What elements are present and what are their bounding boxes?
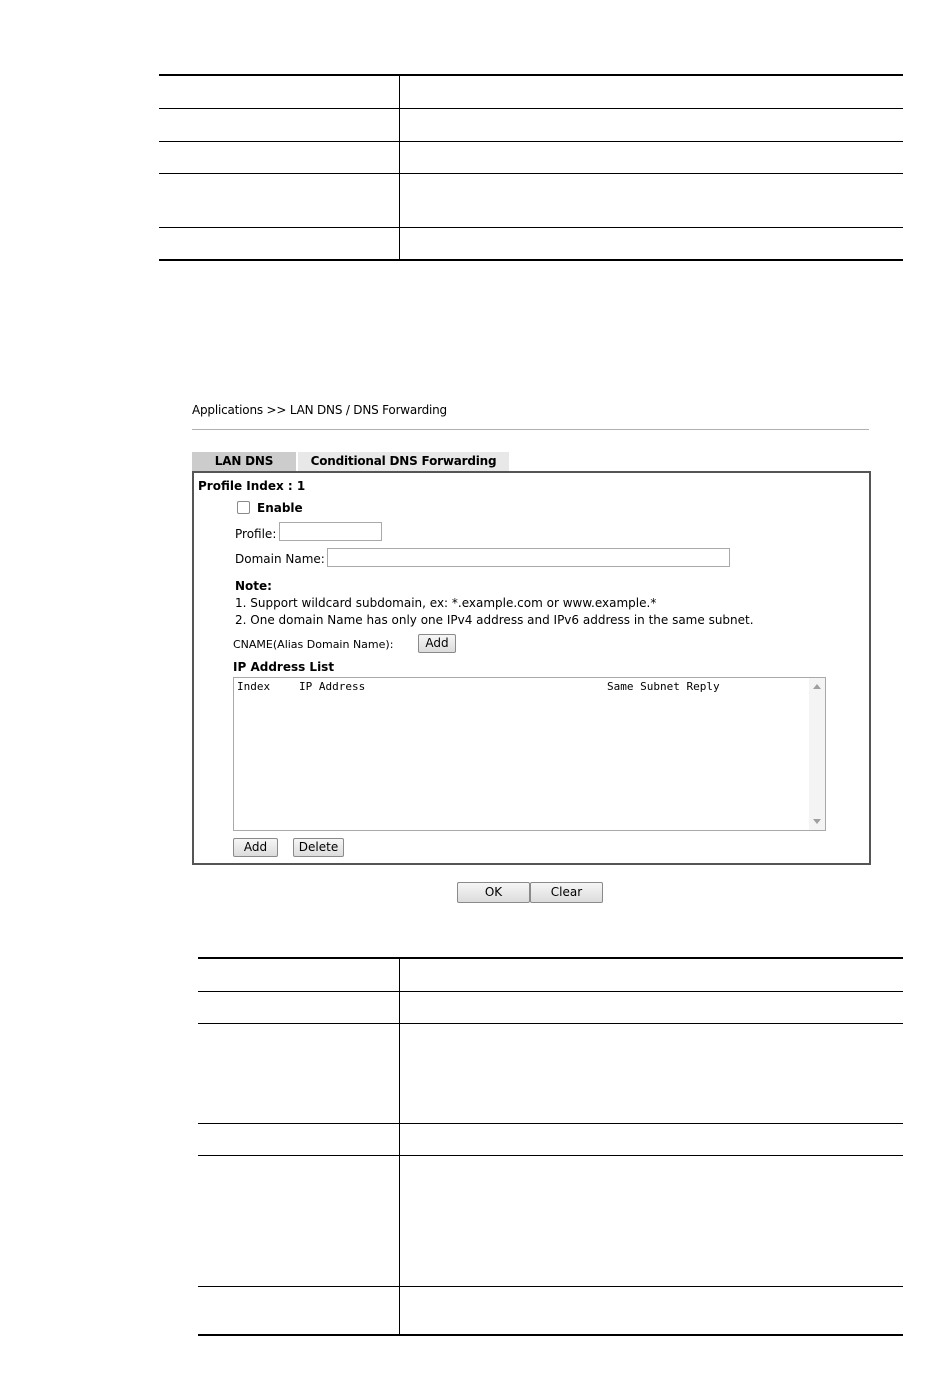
top-table-rule [159, 74, 903, 76]
bottom-table-rule [198, 1023, 903, 1024]
breadcrumb: Applications >> LAN DNS / DNS Forwarding [192, 403, 447, 417]
lan-dns-panel [192, 471, 871, 865]
domain-name-label: Domain Name: [235, 552, 325, 566]
bottom-table-rule [198, 1334, 903, 1336]
column-header-index: Index [237, 680, 271, 693]
domain-name-input[interactable] [327, 548, 730, 567]
ip-address-list[interactable] [233, 677, 826, 831]
top-table-rule [159, 108, 903, 109]
bottom-table-rule [198, 991, 903, 992]
top-table-divider [399, 74, 400, 261]
enable-label: Enable [257, 501, 303, 515]
profile-index-label: Profile Index : 1 [198, 479, 306, 493]
column-header-ip-address: IP Address [299, 680, 366, 693]
cname-add-button[interactable]: Add [418, 634, 456, 653]
top-table-rule [159, 141, 903, 142]
list-scrollbar[interactable] [809, 678, 825, 830]
profile-input[interactable] [279, 522, 382, 541]
ip-address-list-title: IP Address List [233, 660, 335, 674]
bottom-table-rule [198, 1286, 903, 1287]
column-header-same-subnet-reply: Same Subnet Reply [607, 680, 720, 693]
bottom-table-rule [198, 957, 903, 959]
delete-ip-button[interactable]: Delete [293, 838, 344, 857]
bottom-table-rule [198, 1123, 903, 1124]
clear-button[interactable]: Clear [530, 882, 603, 903]
scroll-down-icon[interactable] [813, 819, 821, 824]
enable-checkbox[interactable] [237, 501, 250, 514]
breadcrumb-divider [192, 429, 869, 430]
cname-label: CNAME(Alias Domain Name): [233, 638, 394, 651]
ok-button[interactable]: OK [457, 882, 530, 903]
note-line-2: 2. One domain Name has only one IPv4 address and IPv6 address in the same subnet. [235, 613, 754, 627]
tab-conditional-dns-forwarding[interactable]: Conditional DNS Forwarding [298, 452, 509, 471]
bottom-table-divider [399, 957, 400, 1336]
note-line-1: 1. Support wildcard subdomain, ex: *.example.com or www.example.* [235, 596, 657, 610]
bottom-table-rule [198, 1155, 903, 1156]
scroll-up-icon[interactable] [813, 684, 821, 689]
add-ip-button[interactable]: Add [233, 838, 278, 857]
tab-lan-dns[interactable]: LAN DNS [192, 452, 296, 471]
top-table-rule [159, 259, 903, 261]
note-title: Note: [235, 579, 272, 593]
profile-label: Profile: [235, 527, 277, 541]
top-table-rule [159, 173, 903, 174]
top-table-rule [159, 227, 903, 228]
